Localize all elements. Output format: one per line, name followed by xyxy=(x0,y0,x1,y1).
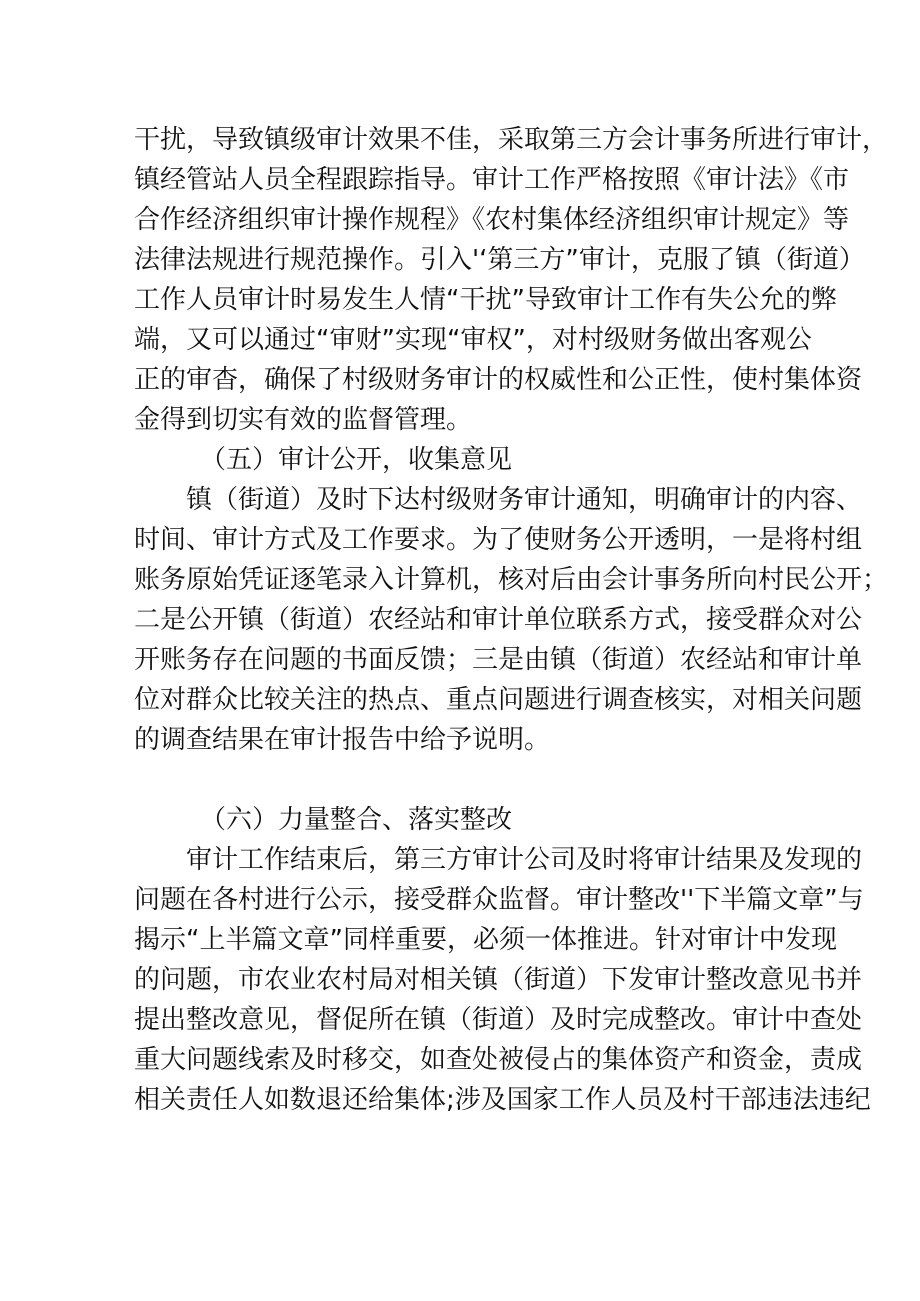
paragraph-line: 干扰，导致镇级审计效果不佳，采取第三方会计事务所进行审计， xyxy=(134,125,889,155)
paragraph-line: 的调查结果在审计报告中给予说明。 xyxy=(134,725,551,755)
paragraph-line: 镇（街道）及时下达村级财务审计通知，明确审计的内容、 xyxy=(186,485,863,515)
paragraph-line: 法律法规进行规范操作。引入'‘第三方”审计，克服了镇（街道） xyxy=(134,245,865,275)
paragraph-line: 正的审杳，确保了村级财务审计的权威性和公正性，使村集体资 xyxy=(134,365,863,395)
paragraph-line: 合作经济组织审计操作规程》《农村集体经济组织审计规定》等 xyxy=(134,205,850,235)
paragraph-line: 的问题，市农业农村局对相关镇（街道）下发审计整改意见书并 xyxy=(134,965,863,995)
paragraph-line: 重大问题线索及时移交，如查处被侵占的集体资产和资金，责成 xyxy=(134,1045,863,1075)
paragraph-line: 镇经管站人员全程跟踪指导。审计工作严格按照《审计法》《市 xyxy=(134,165,850,195)
paragraph-line: 问题在各村进行公示，接受群众监督。审计整改''下半篇文章”与 xyxy=(134,885,864,915)
paragraph-line: 二是公开镇（街道）农经站和审计单位联系方式，接受群众对公 xyxy=(134,605,863,635)
paragraph-line: 时间、审计方式及工作要求。为了使财务公开透明，一是将村组 xyxy=(134,525,863,555)
paragraph-line: 相关责任人如数退还给集体;涉及国家工作人员及村干部违法违纪 xyxy=(134,1085,871,1115)
section-heading-6: （六）力量整合、落实整改 xyxy=(200,805,513,835)
paragraph-line: 金得到切实有效的监督管理。 xyxy=(134,405,473,435)
section-heading-5: （五）审计公开，收集意见 xyxy=(200,445,513,475)
paragraph-line: 开账务存在问题的书面反馈；三是由镇（街道）农经站和审计单 xyxy=(134,645,863,675)
paragraph-line: 账务原始凭证逐笔录入计算机，核对后由会计事务所向村民公开； xyxy=(134,565,889,595)
paragraph-line: 工作人员审计时易发生人情“干扰”导致审计工作有失公允的弊 xyxy=(134,285,837,315)
paragraph-line: 位对群众比较关注的热点、重点问题进行调查核实，对相关问题 xyxy=(134,685,863,715)
paragraph-line: 揭示“上半篇文章”同样重要，必须一体推进。针对审计中发现 xyxy=(134,925,837,955)
paragraph-line: 端，又可以通过“审财”实现“审权”，对村级财务做出客观公 xyxy=(134,325,812,355)
paragraph-line: 审计工作结束后，第三方审计公司及时将审计结果及发现的 xyxy=(186,845,863,875)
paragraph-line: 提出整改意见，督促所在镇（街道）及时完成整改。审计中查处 xyxy=(134,1005,863,1035)
